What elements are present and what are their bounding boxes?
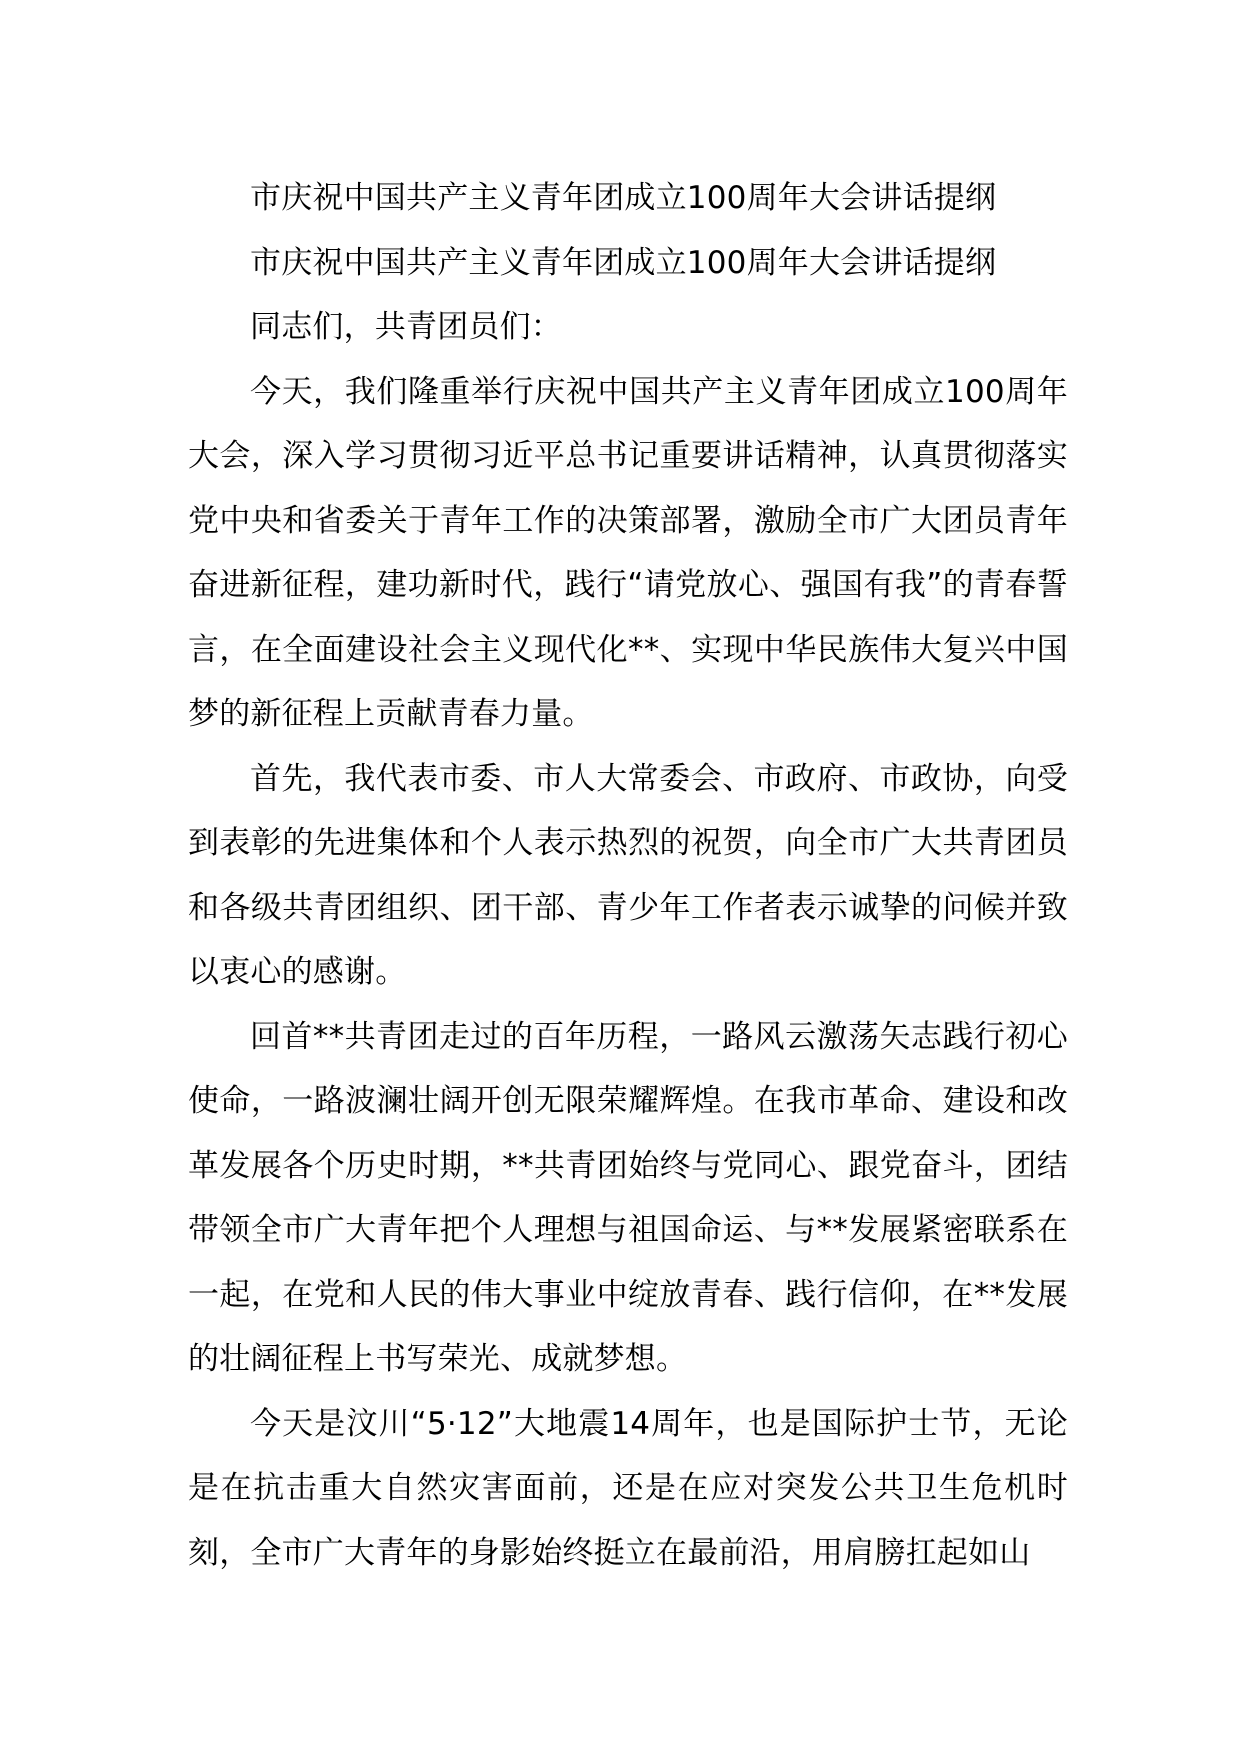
paragraph-wenchuan: 今天是汶川“5·12”大地震14周年，也是国际护士节，无论是在抗击重大自然灾害面前，还是在应对突发公共卫生危机时刻，全市广大青年的身影始终挺立在最前沿，用肩膀扛起如山 <box>188 1405 1068 1571</box>
paragraph-opening: 今天，我们隆重举行庆祝中国共产主义青年团成立100周年大会，深入学习贯彻习近平总书记重要讲话精神，认真贯彻落实党中央和省委关于青年工作的决策部署，激励全市广大团员青年奋进新征程，建功新时代，践行“请党放心、强国有我”的青春誓言，在全面建设社会主义现代化**、实现中华民族伟大复兴中国梦的新征程上贡献青春力量。 <box>188 373 1068 732</box>
paragraph-history: 回首**共青团走过的百年历程，一路风云激荡矢志践行初心使命，一路波澜壮阔开创无限荣耀辉煌。在我市革命、建设和改革发展各个历史时期，**共青团始终与党同心、跟党奋斗，团结带领全市广大青年把个人理想与祖国命运、与**发展紧密联系在一起，在党和人民的伟大事业中绽放青春、践行信仰，在**发展的壮阔征程上书写荣光、成就梦想。 <box>188 1018 1068 1377</box>
document-subtitle: 市庆祝中国共产主义青年团成立100周年大会讲话提纲 <box>250 244 997 281</box>
document-body <box>188 166 1068 1585</box>
document-title: 市庆祝中国共产主义青年团成立100周年大会讲话提纲 <box>250 180 997 216</box>
salutation: 同志们，共青团员们： <box>250 309 562 345</box>
paragraph-congratulations: 首先，我代表市委、市人大常委会、市政府、市政协，向受到表彰的先进集体和个人表示热烈的祝贺，向全市广大共青团员和各级共青团组织、团干部、青少年工作者表示诚挚的问候并致以衷心的感谢。 <box>188 760 1068 990</box>
